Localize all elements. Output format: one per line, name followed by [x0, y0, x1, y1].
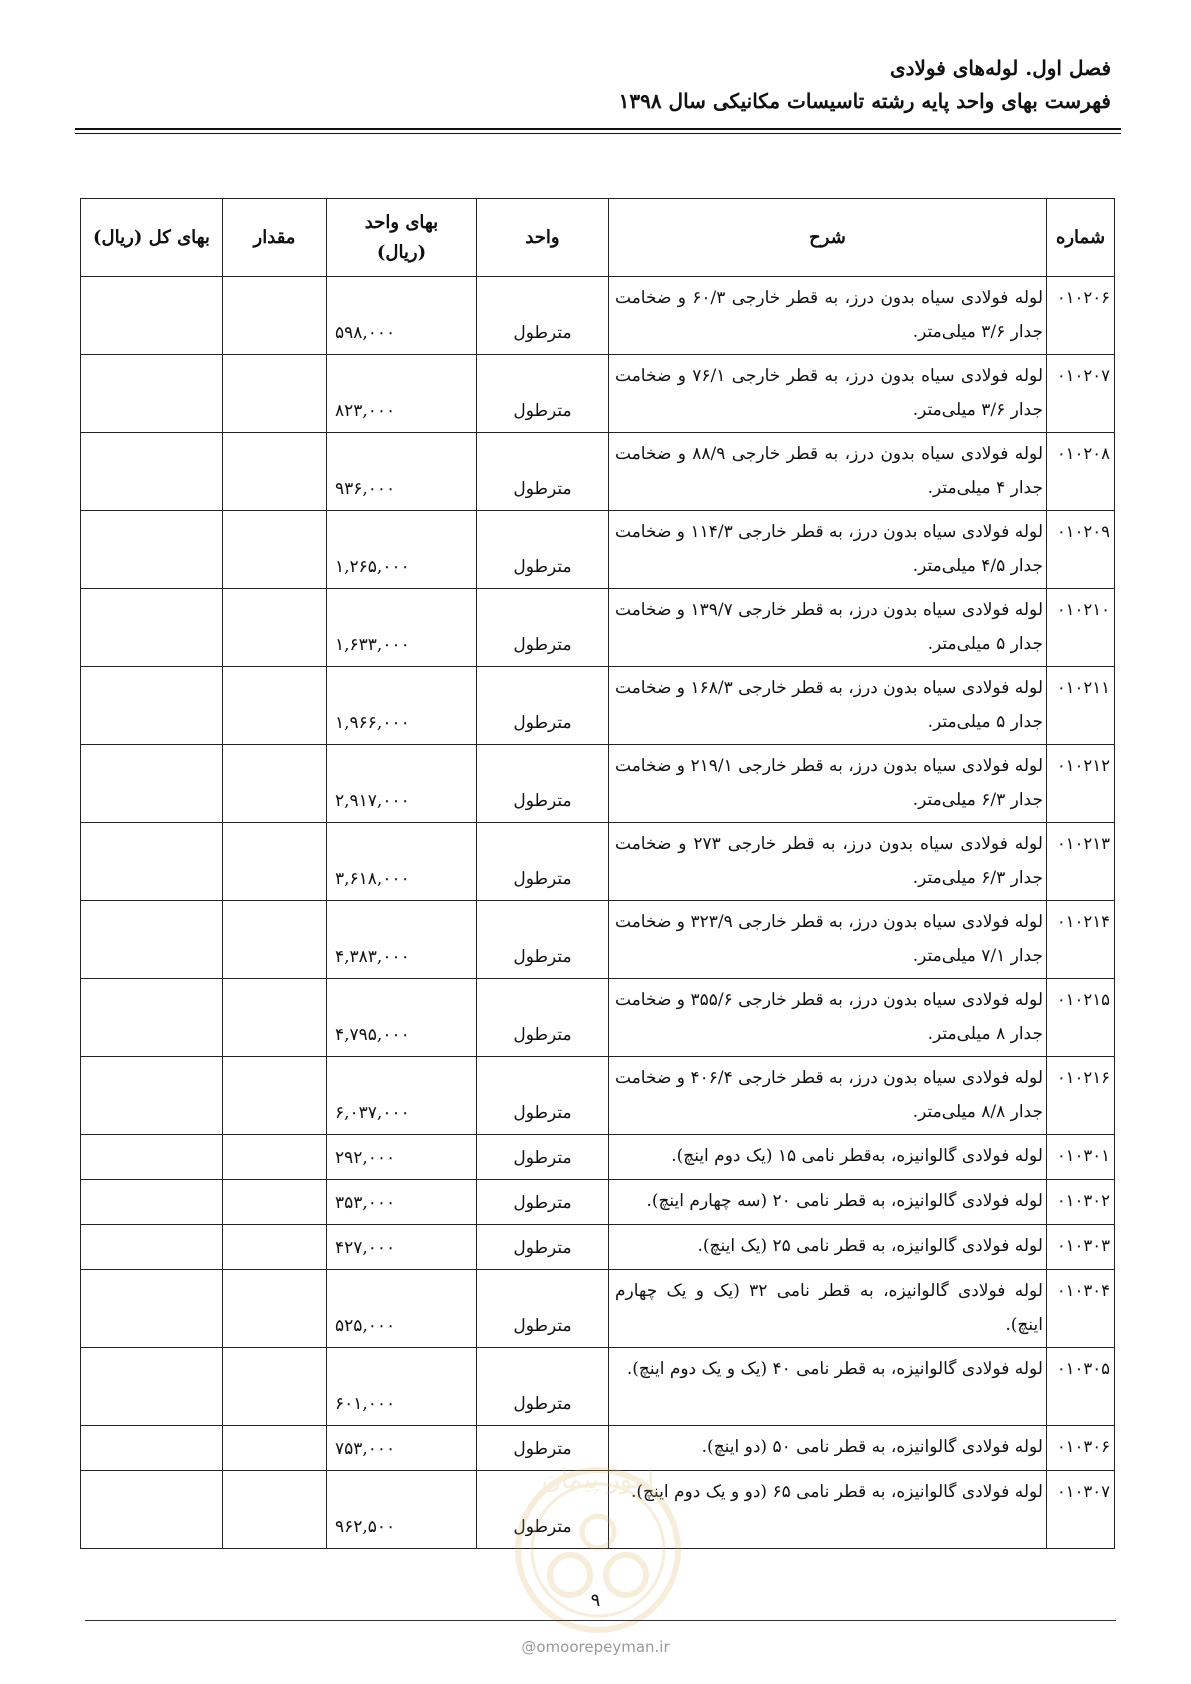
- row-total: [81, 1270, 223, 1348]
- row-description: لوله فولادی سیاه بدون درز، به قطر خارجی ۲۱۹/۱ و ضخامت جدار ۶/۳ میلی‌متر.: [609, 745, 1047, 823]
- row-unit-price: ۱,۶۳۳,۰۰۰: [327, 589, 477, 667]
- row-total: [81, 667, 223, 745]
- row-total: [81, 823, 223, 901]
- site-watermark-url: @omoorepeyman.ir: [521, 1638, 670, 1656]
- page-header: [75, 52, 1111, 118]
- row-unit: مترطول: [477, 823, 609, 901]
- row-description: لوله فولادی سیاه بدون درز، به قطر خارجی ۸۸/۹ و ضخامت جدار ۴ میلی‌متر.: [609, 433, 1047, 511]
- row-description: لوله فولادی گالوانیزه، به‌قطر نامی ۱۵ (یک دوم اینچ).: [609, 1135, 1047, 1180]
- row-unit: مترطول: [477, 1135, 609, 1180]
- row-quantity: [223, 979, 327, 1057]
- row-total: [81, 1057, 223, 1135]
- row-unit: مترطول: [477, 1225, 609, 1270]
- table-row: [81, 823, 1115, 901]
- row-code: ۰۱۰۲۱۱: [1047, 667, 1115, 745]
- table-row: [81, 979, 1115, 1057]
- table-row: [81, 433, 1115, 511]
- row-quantity: [223, 745, 327, 823]
- row-unit-price: ۷۵۳,۰۰۰: [327, 1426, 477, 1471]
- row-unit-price: ۹۳۶,۰۰۰: [327, 433, 477, 511]
- price-list-table: [80, 198, 1115, 1549]
- row-total: [81, 511, 223, 589]
- row-unit: مترطول: [477, 355, 609, 433]
- table-row: [81, 1225, 1115, 1270]
- row-unit-price: ۸۲۳,۰۰۰: [327, 355, 477, 433]
- row-code: ۰۱۰۲۰۹: [1047, 511, 1115, 589]
- row-unit: مترطول: [477, 1057, 609, 1135]
- row-unit: مترطول: [477, 277, 609, 355]
- row-unit: مترطول: [477, 511, 609, 589]
- column-header-unit: واحد: [477, 199, 609, 277]
- column-header-total: بهای کل (ریال): [81, 199, 223, 277]
- table-row: [81, 1270, 1115, 1348]
- row-unit-price: ۱,۹۶۶,۰۰۰: [327, 667, 477, 745]
- row-description: لوله فولادی گالوانیزه، به قطر نامی ۳۲ (یک و یک چهارم اینچ).: [609, 1270, 1047, 1348]
- row-description: لوله فولادی سیاه بدون درز، به قطر خارجی ۱۶۸/۳ و ضخامت جدار ۵ میلی‌متر.: [609, 667, 1047, 745]
- row-code: ۰۱۰۳۰۳: [1047, 1225, 1115, 1270]
- table-row: [81, 1135, 1115, 1180]
- row-description: لوله فولادی سیاه بدون درز، به قطر خارجی ۷۶/۱ و ضخامت جدار ۳/۶ میلی‌متر.: [609, 355, 1047, 433]
- row-quantity: [223, 901, 327, 979]
- row-description: لوله فولادی سیاه بدون درز، به قطر خارجی ۲۷۳ و ضخامت جدار ۶/۳ میلی‌متر.: [609, 823, 1047, 901]
- row-quantity: [223, 355, 327, 433]
- footer-rule: [85, 1620, 1116, 1621]
- row-unit: مترطول: [477, 1180, 609, 1225]
- row-description: لوله فولادی سیاه بدون درز، به قطر خارجی ۴۰۶/۴ و ضخامت جدار ۸/۸ میلی‌متر.: [609, 1057, 1047, 1135]
- row-quantity: [223, 589, 327, 667]
- row-quantity: [223, 667, 327, 745]
- row-total: [81, 277, 223, 355]
- row-total: [81, 1135, 223, 1180]
- row-unit-price: ۴,۷۹۵,۰۰۰: [327, 979, 477, 1057]
- row-code: ۰۱۰۲۱۰: [1047, 589, 1115, 667]
- row-description: لوله فولادی سیاه بدون درز، به قطر خارجی ۱۳۹/۷ و ضخامت جدار ۵ میلی‌متر.: [609, 589, 1047, 667]
- row-unit-price: ۵۹۸,۰۰۰: [327, 277, 477, 355]
- row-code: ۰۱۰۲۰۷: [1047, 355, 1115, 433]
- row-code: ۰۱۰۲۱۵: [1047, 979, 1115, 1057]
- row-code: ۰۱۰۳۰۴: [1047, 1270, 1115, 1348]
- row-total: [81, 1426, 223, 1471]
- row-unit: مترطول: [477, 1471, 609, 1549]
- table-row: [81, 511, 1115, 589]
- table-row: [81, 277, 1115, 355]
- row-total: [81, 1471, 223, 1549]
- document-subtitle: فهرست بهای واحد پایه رشته تاسیسات مکانیکی سال ۱۳۹۸: [618, 89, 1111, 113]
- row-code: ۰۱۰۲۱۳: [1047, 823, 1115, 901]
- row-unit: مترطول: [477, 589, 609, 667]
- row-description: لوله فولادی گالوانیزه، به قطر نامی ۲۰ (سه چهارم اینچ).: [609, 1180, 1047, 1225]
- row-quantity: [223, 511, 327, 589]
- unit-price-header-line1: بهای واحد: [364, 211, 439, 233]
- row-quantity: [223, 823, 327, 901]
- column-header-unit-price: [327, 199, 477, 277]
- row-quantity: [223, 277, 327, 355]
- row-quantity: [223, 1426, 327, 1471]
- row-code: ۰۱۰۳۰۱: [1047, 1135, 1115, 1180]
- row-unit-price: ۶,۰۳۷,۰۰۰: [327, 1057, 477, 1135]
- row-unit: مترطول: [477, 667, 609, 745]
- row-total: [81, 745, 223, 823]
- row-total: [81, 1225, 223, 1270]
- table-row: [81, 901, 1115, 979]
- row-quantity: [223, 1180, 327, 1225]
- row-description: لوله فولادی سیاه بدون درز، به قطر خارجی ۶۰/۳ و ضخامت جدار ۳/۶ میلی‌متر.: [609, 277, 1047, 355]
- row-total: [81, 1180, 223, 1225]
- row-code: ۰۱۰۲۱۴: [1047, 901, 1115, 979]
- row-code: ۰۱۰۲۱۲: [1047, 745, 1115, 823]
- row-code: ۰۱۰۳۰۷: [1047, 1471, 1115, 1549]
- row-code: ۰۱۰۲۱۶: [1047, 1057, 1115, 1135]
- row-quantity: [223, 1135, 327, 1180]
- row-unit-price: ۶۰۱,۰۰۰: [327, 1348, 477, 1426]
- row-unit-price: ۵۲۵,۰۰۰: [327, 1270, 477, 1348]
- table-row: [81, 1348, 1115, 1426]
- watermark-label: امور پیمان: [541, 1465, 655, 1495]
- row-description: لوله فولادی گالوانیزه، به قطر نامی ۴۰ (یک و یک دوم اینچ).: [609, 1348, 1047, 1426]
- table-row: [81, 1471, 1115, 1549]
- row-unit: مترطول: [477, 1426, 609, 1471]
- row-code: ۰۱۰۳۰۵: [1047, 1348, 1115, 1426]
- row-description: لوله فولادی سیاه بدون درز، به قطر خارجی ۱۱۴/۳ و ضخامت جدار ۴/۵ میلی‌متر.: [609, 511, 1047, 589]
- row-quantity: [223, 1225, 327, 1270]
- row-unit-price: ۳۵۳,۰۰۰: [327, 1180, 477, 1225]
- row-code: ۰۱۰۲۰۶: [1047, 277, 1115, 355]
- table-row: [81, 1180, 1115, 1225]
- row-unit-price: ۴,۳۸۳,۰۰۰: [327, 901, 477, 979]
- row-code: ۰۱۰۳۰۲: [1047, 1180, 1115, 1225]
- row-total: [81, 433, 223, 511]
- row-unit-price: ۳,۶۱۸,۰۰۰: [327, 823, 477, 901]
- table-row: [81, 355, 1115, 433]
- row-unit: مترطول: [477, 979, 609, 1057]
- page-number: ۹: [590, 1590, 601, 1611]
- row-description: لوله فولادی گالوانیزه، به قطر نامی ۲۵ (یک اینچ).: [609, 1225, 1047, 1270]
- row-total: [81, 901, 223, 979]
- row-quantity: [223, 1348, 327, 1426]
- row-unit: مترطول: [477, 745, 609, 823]
- row-unit-price: ۹۶۲,۵۰۰: [327, 1471, 477, 1549]
- row-total: [81, 355, 223, 433]
- row-unit: مترطول: [477, 1348, 609, 1426]
- row-unit-price: ۲,۹۱۷,۰۰۰: [327, 745, 477, 823]
- row-unit: مترطول: [477, 901, 609, 979]
- row-unit: مترطول: [477, 433, 609, 511]
- row-quantity: [223, 1471, 327, 1549]
- table-row: [81, 745, 1115, 823]
- header-double-rule: [75, 128, 1121, 134]
- column-header-code: شماره: [1047, 199, 1115, 277]
- row-quantity: [223, 1270, 327, 1348]
- column-header-quantity: مقدار: [223, 199, 327, 277]
- row-quantity: [223, 433, 327, 511]
- table-row: [81, 667, 1115, 745]
- unit-price-header-line2: (ریال): [376, 241, 427, 263]
- row-description: لوله فولادی گالوانیزه، به قطر نامی ۵۰ (دو اینچ).: [609, 1426, 1047, 1471]
- table-row: [81, 1426, 1115, 1471]
- chapter-title: فصل اول. لوله‌های فولادی: [889, 56, 1111, 80]
- row-description: لوله فولادی سیاه بدون درز، به قطر خارجی ۳۲۳/۹ و ضخامت جدار ۷/۱ میلی‌متر.: [609, 901, 1047, 979]
- row-unit: مترطول: [477, 1270, 609, 1348]
- row-description: لوله فولادی گالوانیزه، به قطر نامی ۶۵ (دو و یک دوم اینچ).: [609, 1471, 1047, 1549]
- row-total: [81, 589, 223, 667]
- row-code: ۰۱۰۲۰۸: [1047, 433, 1115, 511]
- table-header-row: [81, 199, 1115, 277]
- row-total: [81, 979, 223, 1057]
- table-row: [81, 589, 1115, 667]
- row-unit-price: ۴۲۷,۰۰۰: [327, 1225, 477, 1270]
- column-header-description: شرح: [609, 199, 1047, 277]
- row-code: ۰۱۰۳۰۶: [1047, 1426, 1115, 1471]
- row-unit-price: ۲۹۲,۰۰۰: [327, 1135, 477, 1180]
- row-unit-price: ۱,۲۶۵,۰۰۰: [327, 511, 477, 589]
- table-row: [81, 1057, 1115, 1135]
- row-total: [81, 1348, 223, 1426]
- row-description: لوله فولادی سیاه بدون درز، به قطر خارجی ۳۵۵/۶ و ضخامت جدار ۸ میلی‌متر.: [609, 979, 1047, 1057]
- row-quantity: [223, 1057, 327, 1135]
